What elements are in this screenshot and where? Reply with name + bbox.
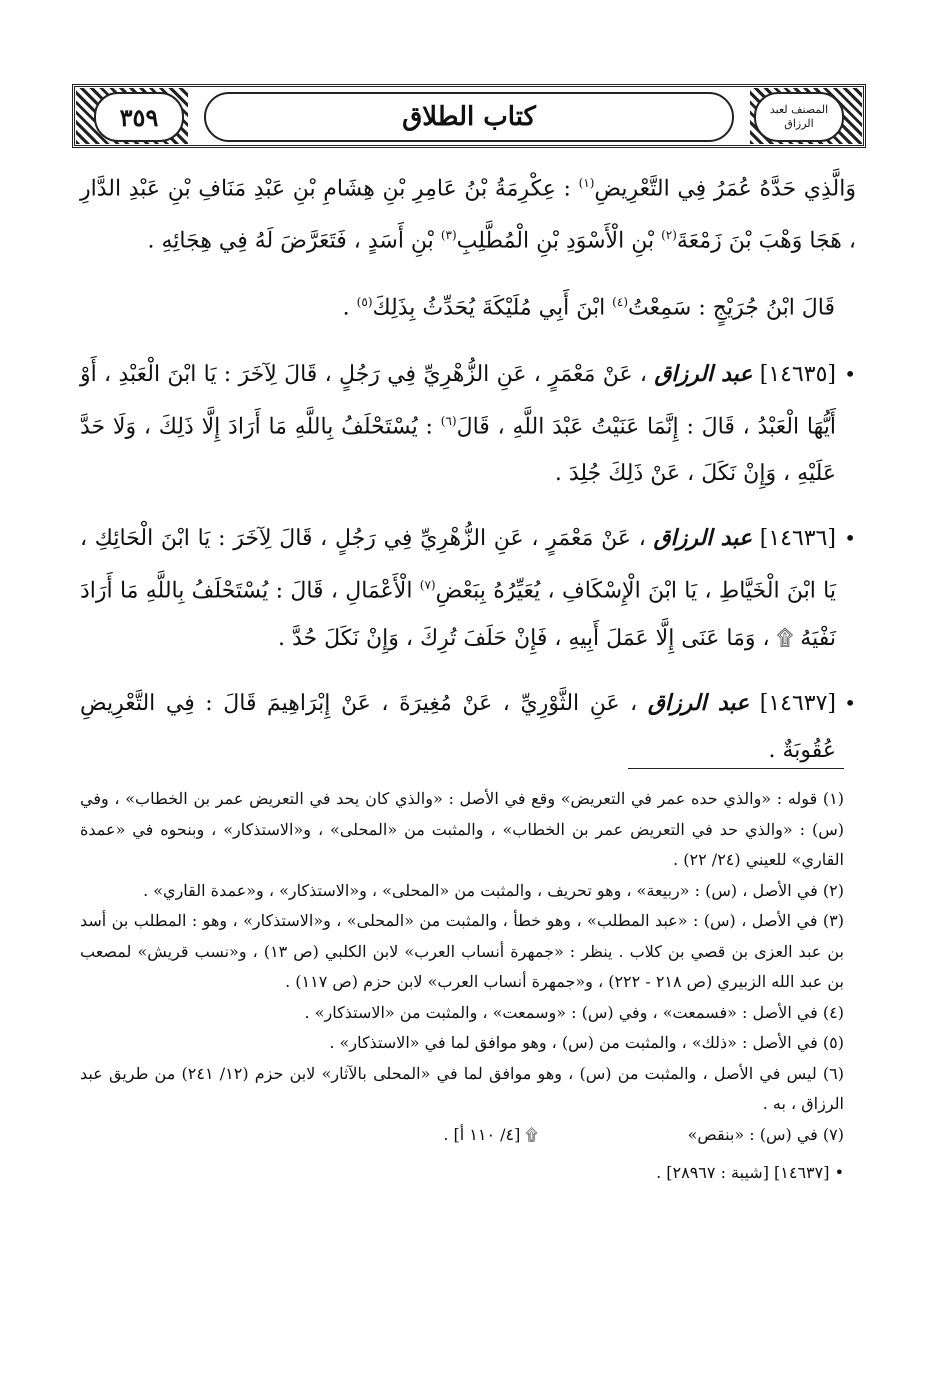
footnote-1: (١) قوله : «والذي حده عمر في التعريض» وقع في الأصل : «والذي كان يحد في التعريض عمر بن الخطاب» ، وفي (س) : «والذي حد في التعريض عمر بن الخطاب» ، والمثبت من «المحلى» ، و«الاستذكار» ، وبنحوه في «عمدة القاري» للعيني (٢٤/ ٢٢) . <box>80 789 844 869</box>
page-header <box>72 84 866 148</box>
entry-text-a: ، عَنْ مَعْمَرٍ ، عَنِ الزُّهْرِيِّ فِي رَجُلٍ ، قَالَ لِآخَرَ : يَا ابْنَ الْعَبْدِ ، أَوْ أَيُّهَا الْعَبْدُ ، قَالَ : إِنَّمَا عَنَيْتُ عَبْدَ اللَّهِ ، قَالَ <box>80 361 836 440</box>
footnote-ref[interactable]: (٦) <box>440 413 457 428</box>
book-title: كتاب الطلاق <box>204 92 734 142</box>
quote-text-b: ابْنَ أَبِي مُلَيْكَةَ يُحَدِّثُ بِذَلِكَ <box>372 294 613 320</box>
entry-number: [١٤٦٣٦] <box>759 526 836 552</box>
hadith-entry <box>80 680 856 774</box>
footnote-ref[interactable]: (٥) <box>356 294 373 309</box>
entry-text-b: الْأَعْمَالِ ، قَالَ : يُسْتَحْلَفُ بِاللَّهِ مَا أَرَادَ نَفْيَهُ ۩ ، وَمَا عَنَى إِلَّا عَمَلَ أَبِيهِ ، فَإِنْ حَلَفَ تُرِكَ ، وَإِنْ نَكَلَ حُدَّ . <box>80 578 836 651</box>
cross-reference: • [١٤٦٣٧] [شيبة : ٢٨٩٦٧] . <box>656 1163 844 1182</box>
intro-text-a: وَالَّذِي حَدَّهُ عُمَرُ فِي التَّعْرِيضِ <box>594 176 856 202</box>
entry-bullet: • <box>844 690 856 715</box>
book-logo: المصنف لعبد الرزاق <box>754 92 844 142</box>
page-number: ٣٥٩ <box>94 92 184 142</box>
quote-text-a: قَالَ ابْنُ جُرَيْجٍ : سَمِعْتُ <box>628 294 836 320</box>
footnote-ref[interactable]: (٤) <box>612 294 628 309</box>
footnote-4: (٤) في الأصل : «فسمعت» ، وفي (س) : «وسمعت» ، والمثبت من «الاستذكار» . <box>304 1002 844 1022</box>
hadith-entry <box>80 351 856 497</box>
narrator-name: عبد الرزاق <box>654 360 753 387</box>
footnote-ref[interactable]: (٢) <box>661 228 677 243</box>
footnote-3: (٣) في الأصل ، (س) : «عبد المطلب» ، وهو خطأ ، والمثبت من «المحلى» ، و«الاستذكار» ، وهو : المطلب بن أسد بن عبد العزى بن قصي بن كلاب . ينظر : «جمهرة أنساب العرب» لابن الكلبي (ص ١٣) ، و«نسب قريش» لمصعب بن عبد الله الزبيري (ص ٢١٨ - ٢٢٢) ، و«جمهرة أنساب العرب» لابن حزم (ص ١١٧) . <box>80 911 845 991</box>
footnote-ref[interactable]: (٧) <box>419 578 436 593</box>
entry-bullet: • <box>844 361 856 386</box>
footnote-2: (٢) في الأصل ، (س) : «ربيعة» ، وهو تحريف ، والمثبت من «المحلى» ، و«الاستذكار» ، و«عمدة القاري» . <box>143 880 844 900</box>
footnote-5: (٥) في الأصل : «ذلك» ، والمثبت من (س) ، وهو موافق لما في «الاستذكار» . <box>329 1033 844 1052</box>
folio-marker: ۩ [٤/ ١١٠ أ] . <box>443 1124 538 1144</box>
intro-text-c: بْنِ الْأَسْوَدِ بْنِ الْمُطَّلِبِ <box>456 228 662 254</box>
entry-number: [١٤٦٣٥] <box>759 361 836 387</box>
hadith-entry <box>80 515 856 661</box>
intro-text-d: بْنِ أَسَدٍ ، فَتَعَرَّضَ لَهُ فِي هِجَائِهِ . <box>147 228 441 254</box>
footnote-7: (٧) في (س) : «بنقص» <box>687 1124 844 1144</box>
entry-text-a: ، عَنْ مَعْمَرٍ ، عَنِ الزُّهْرِيِّ فِي رَجُلٍ ، قَالَ لِآخَرَ : يَا ابْنَ الْحَائِكِ ، يَا ابْنَ الْخَيَّاطِ ، يَا ابْنَ الْإِسْكَافِ ، يُعَيِّرُهُ بِبَعْضِ <box>80 526 836 604</box>
entry-bullet: • <box>844 526 856 551</box>
narrator-name: عبد الرزاق <box>653 525 752 552</box>
footnote-ref[interactable]: (٣) <box>440 228 457 243</box>
entry-text-a: ، عَنِ الثَّوْرِيِّ ، عَنْ مُغِيرَةَ ، عَنْ إِبْرَاهِيمَ قَالَ : فِي التَّعْرِيضِ عُقُوبَةٌ . <box>80 690 836 763</box>
footnotes <box>80 784 844 1189</box>
paragraph-quote <box>80 279 856 331</box>
footnote-7-row <box>80 1120 844 1151</box>
footnote-6: (٦) ليس في الأصل ، والمثبت من (س) ، وهو موافق لما في «المحلى بالآثار» لابن حزم (١٢/ ٢٤١) من طريق عبد الرزاق ، به . <box>80 1063 844 1113</box>
intro-text-b: : عِكْرِمَةُ بْنُ عَامِرِ بْنِ هِشَامِ بْنِ عَبْدِ مَنَافِ بْنِ عَبْدِ الدَّارِ ، هَجَا وَهْبَ بْنَ زَمْعَةَ <box>80 176 856 254</box>
footnote-ref[interactable]: (١) <box>578 176 595 190</box>
footnote-divider <box>628 768 844 769</box>
narrator-name: عبد الرزاق <box>647 689 750 716</box>
entry-number: [١٤٦٣٧] <box>759 690 837 716</box>
main-text <box>80 160 856 792</box>
quote-text-c: . <box>342 294 357 320</box>
entry-text-b: : يُسْتَحْلَفُ بِاللَّهِ مَا أَرَادَ إِلَّا ذَلِكَ ، وَلَا حَدَّ عَلَيْهِ ، وَإِنْ نَكَلَ ، عَنْ ذَلِكَ جُلِدَ . <box>80 414 836 487</box>
paragraph-intro <box>80 160 856 265</box>
